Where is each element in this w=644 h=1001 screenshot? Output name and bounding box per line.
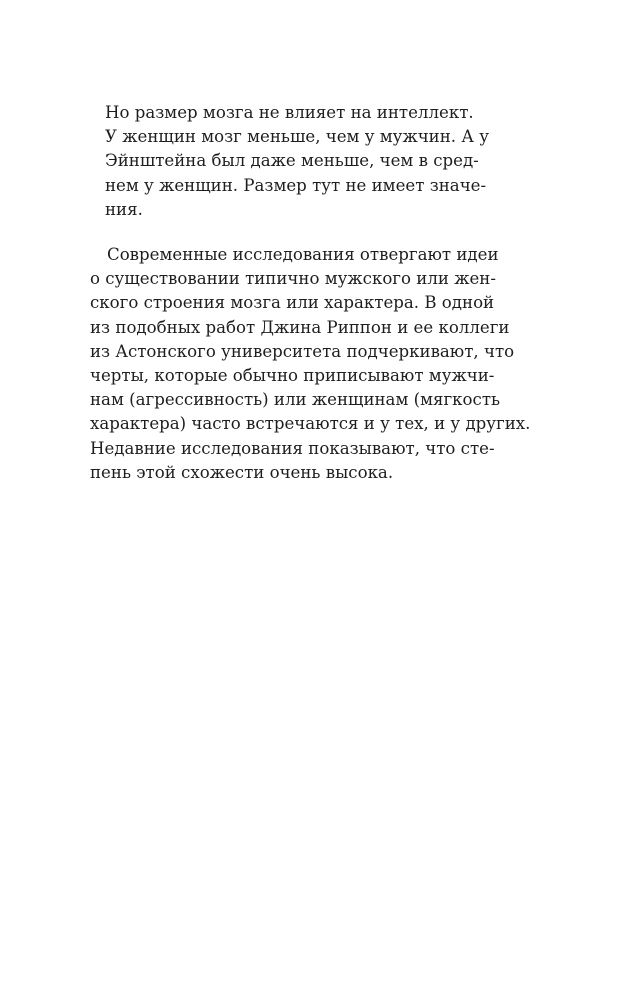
- quote-line: ния.: [105, 199, 143, 219]
- paragraph-line: Современные исследования отвергают идеи: [107, 245, 499, 264]
- paragraph-line: нам (агрессивность) или женщинам (мягкость: [90, 390, 501, 410]
- quote-line: Но размер мозга не влияет на интеллект.: [105, 103, 474, 122]
- paragraph-line: Недавние исследования показывают, что сте-: [90, 438, 495, 458]
- paragraph-line: пень этой схожести очень высока.: [90, 462, 394, 482]
- quote-line: нем у женщин. Размер тут не имеет значе-: [105, 175, 487, 195]
- body-paragraph: [90, 243, 531, 485]
- paragraph-line: черты, которые обычно приписывают мужчи-: [90, 365, 495, 385]
- paragraph-line: характера) часто встречаются и у тех, и у других.: [90, 414, 531, 434]
- paragraph-line: из Астонского университета подчеркивают, что: [90, 341, 515, 361]
- quote-line: У женщин мозг меньше, чем у мужчин. А у: [105, 127, 489, 147]
- paragraph-line: из подобных работ Джина Риппон и ее коллеги: [90, 317, 510, 337]
- quote-line: Эйнштейна был даже меньше, чем в сред-: [105, 151, 479, 171]
- paragraph-line: о существовании типично мужского или жен-: [90, 269, 496, 289]
- quote-block: [105, 101, 489, 222]
- paragraph-line: ского строения мозга или характера. В одной: [90, 293, 495, 313]
